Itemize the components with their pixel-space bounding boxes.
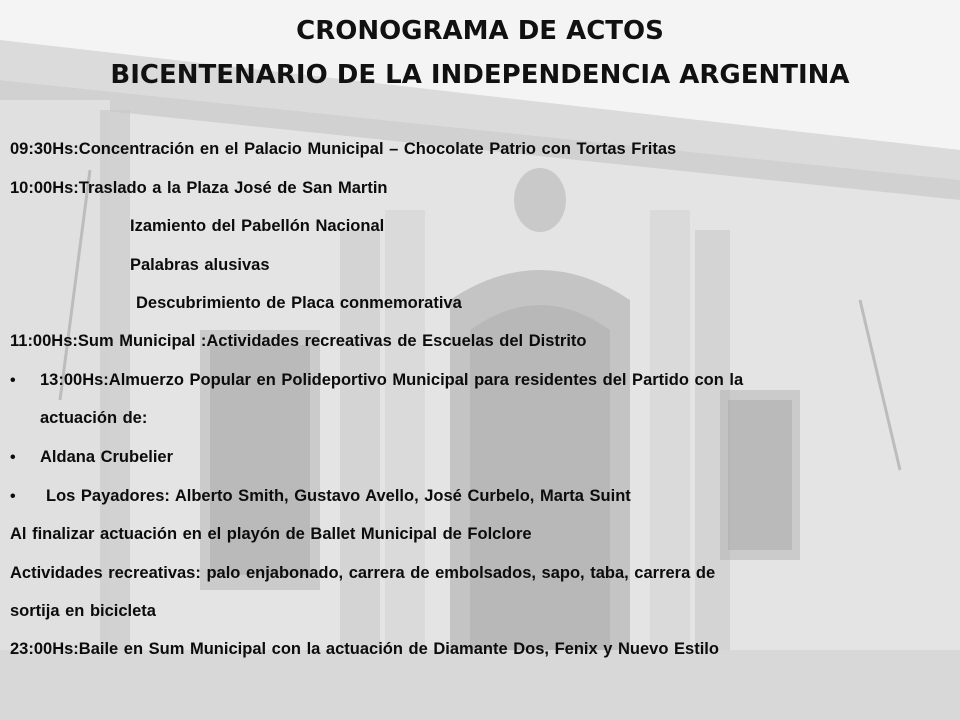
title-line-2: BICENTENARIO DE LA INDEPENDENCIA ARGENTINA xyxy=(110,60,850,90)
bullet-2: • xyxy=(10,449,16,466)
schedule-line-1300-cont: actuación de: xyxy=(40,409,148,427)
performer-payadores: Los Payadores: Alberto Smith, Gustavo Avello, José Curbelo, Marta Suint xyxy=(46,487,631,505)
bullet-1: • xyxy=(10,372,16,389)
schedule-line-1300: 13:00Hs:Almuerzo Popular en Polideportivo Municipal para residentes del Partido con la xyxy=(40,371,744,389)
bullet-3: • xyxy=(10,488,16,505)
schedule-subline-palabras: Palabras alusivas xyxy=(130,256,270,274)
schedule-line-1100: 11:00Hs:Sum Municipal :Actividades recreativas de Escuelas del Distrito xyxy=(10,332,587,350)
schedule-line-0930: 09:30Hs:Concentración en el Palacio Municipal – Chocolate Patrio con Tortas Fritas xyxy=(10,140,677,158)
performer-aldana: Aldana Crubelier xyxy=(40,448,174,466)
schedule-subline-placa: Descubrimiento de Placa conmemorativa xyxy=(136,294,462,312)
schedule-line-1000: 10:00Hs:Traslado a la Plaza José de San Martin xyxy=(10,179,388,197)
title-line-1: CRONOGRAMA DE ACTOS xyxy=(296,16,664,46)
schedule-line-actividades-cont: sortija en bicicleta xyxy=(10,602,156,620)
schedule-line-actividades: Actividades recreativas: palo enjabonado, carrera de embolsados, sapo, taba, carrera de xyxy=(10,564,716,582)
schedule-line-2300: 23:00Hs:Baile en Sum Municipal con la actuación de Diamante Dos, Fenix y Nuevo Estilo xyxy=(10,640,719,658)
schedule-subline-izamiento: Izamiento del Pabellón Nacional xyxy=(130,217,385,235)
schedule-line-ballet: Al finalizar actuación en el playón de Ballet Municipal de Folclore xyxy=(10,525,532,543)
